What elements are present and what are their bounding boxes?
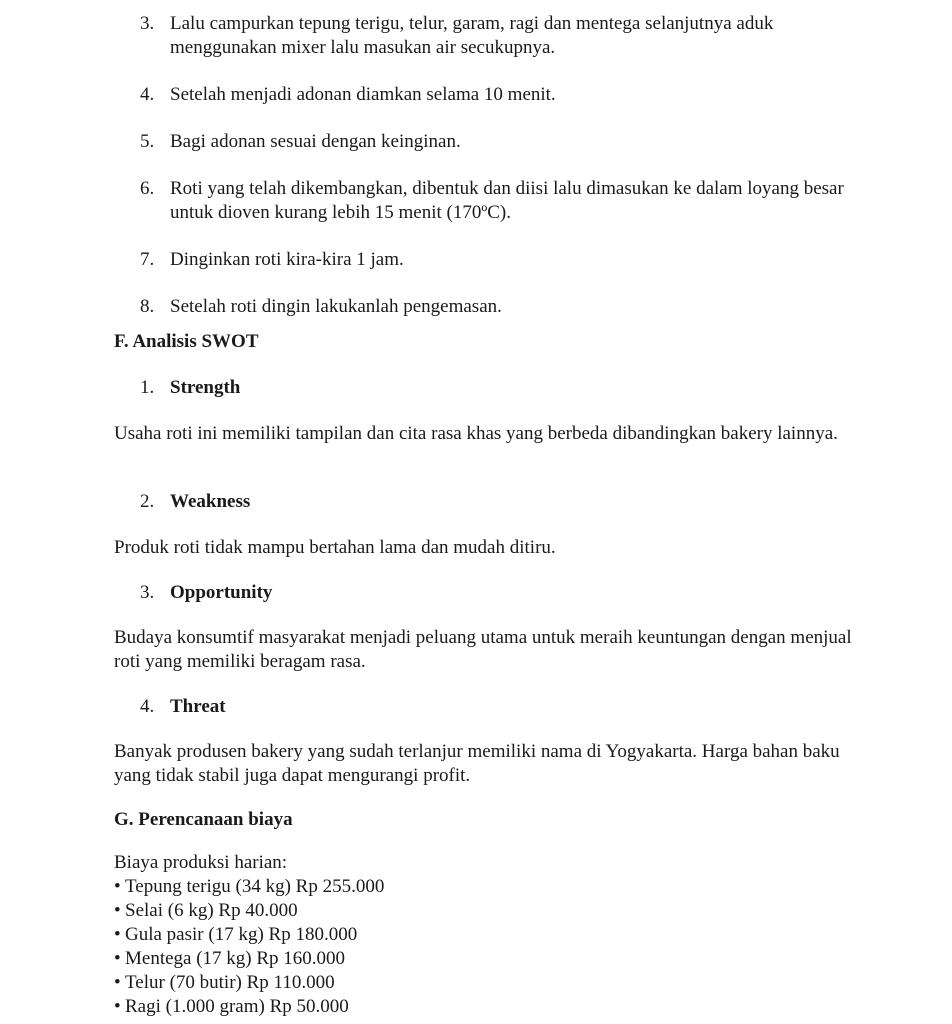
list-item: • Telur (70 butir) Rp 110.000 bbox=[114, 971, 714, 995]
swot-item-opportunity bbox=[140, 581, 272, 605]
cost-list bbox=[114, 875, 714, 1019]
list-item bbox=[140, 177, 860, 225]
step-number: 3. bbox=[140, 13, 155, 34]
step-number: 4. bbox=[140, 84, 155, 105]
step-text: Lalu campurkan tepung terigu, telur, garam, ragi dan mentega selanjutnya aduk menggunakan mixer lalu masukan air secukupnya. bbox=[170, 13, 774, 58]
list-item bbox=[140, 295, 860, 319]
swot-description-threat: Banyak produsen bakery yang sudah terlanjur memiliki nama di Yogyakarta. Harga bahan baku yang tidak stabil juga dapat mengurangi profit. bbox=[114, 741, 840, 786]
swot-number: 2. bbox=[140, 491, 155, 512]
swot-item-threat bbox=[140, 695, 226, 719]
step-number: 6. bbox=[140, 178, 155, 199]
step-text: Setelah menjadi adonan diamkan selama 10 menit. bbox=[170, 84, 556, 105]
swot-description-opportunity: Budaya konsumtif masyarakat menjadi peluang utama untuk meraih keuntungan dengan menjual roti yang memiliki beragam rasa. bbox=[114, 627, 852, 672]
list-item: • Tepung terigu (34 kg) Rp 255.000 bbox=[114, 875, 714, 899]
section-heading-cost-planning: G. Perencanaan biaya bbox=[114, 809, 293, 830]
swot-label: Opportunity bbox=[170, 582, 273, 603]
list-item: • Selai (6 kg) Rp 40.000 bbox=[114, 899, 714, 923]
step-number: 7. bbox=[140, 249, 155, 270]
swot-number: 1. bbox=[140, 377, 155, 398]
swot-label: Weakness bbox=[170, 491, 251, 512]
section-heading-swot: F. Analisis SWOT bbox=[114, 331, 259, 352]
list-item bbox=[140, 130, 860, 154]
step-number: 8. bbox=[140, 296, 155, 317]
step-text: Bagi adonan sesuai dengan keinginan. bbox=[170, 131, 461, 152]
swot-item-strength bbox=[140, 376, 240, 400]
list-item: • Ragi (1.000 gram) Rp 50.000 bbox=[114, 995, 714, 1019]
list-item bbox=[140, 12, 860, 60]
step-text: Roti yang telah dikembangkan, dibentuk dan diisi lalu dimasukan ke dalam loyang besar untuk dioven kurang lebih 15 menit (170ºC). bbox=[170, 178, 844, 223]
swot-label: Strength bbox=[170, 377, 241, 398]
swot-number: 3. bbox=[140, 582, 155, 603]
list-item bbox=[140, 83, 860, 107]
list-item: • Gula pasir (17 kg) Rp 180.000 bbox=[114, 923, 714, 947]
list-item bbox=[140, 248, 860, 272]
list-item: • Mentega (17 kg) Rp 160.000 bbox=[114, 947, 714, 971]
step-number: 5. bbox=[140, 131, 155, 152]
cost-block bbox=[114, 851, 714, 1019]
swot-number: 4. bbox=[140, 696, 155, 717]
production-steps-list bbox=[140, 12, 860, 342]
swot-description-strength: Usaha roti ini memiliki tampilan dan cita rasa khas yang berbeda dibandingkan bakery lainnya. bbox=[114, 423, 838, 444]
swot-item-weakness bbox=[140, 490, 250, 514]
cost-intro: Biaya produksi harian: bbox=[114, 852, 288, 873]
step-text: Dinginkan roti kira-kira 1 jam. bbox=[170, 249, 404, 270]
swot-label: Threat bbox=[170, 696, 226, 717]
swot-description-weakness: Produk roti tidak mampu bertahan lama dan mudah ditiru. bbox=[114, 537, 556, 558]
step-text: Setelah roti dingin lakukanlah pengemasan. bbox=[170, 296, 502, 317]
